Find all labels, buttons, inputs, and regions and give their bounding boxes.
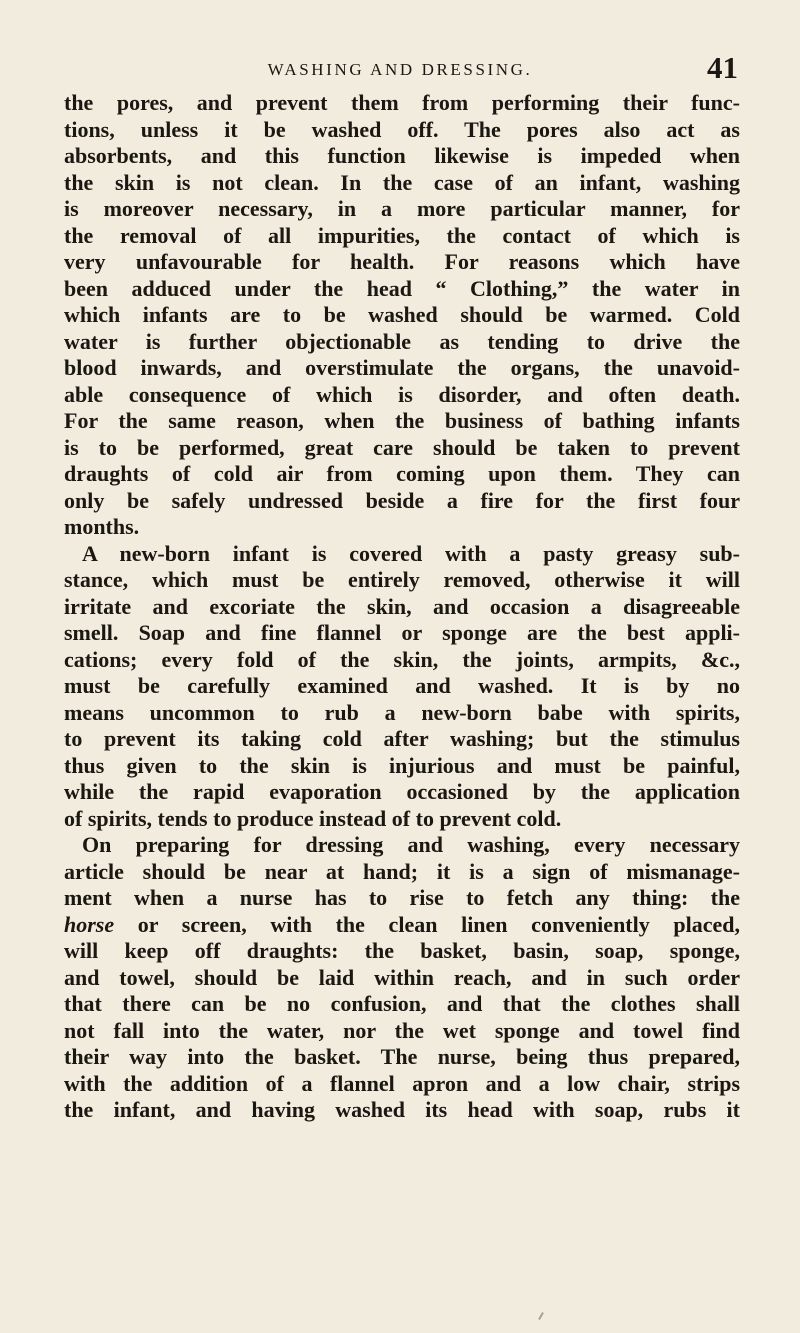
text-line: to prevent its taking cold after washing; but the stimulus — [64, 726, 740, 751]
text-line: draughts of cold air from coming upon them. They can — [64, 461, 740, 486]
text-line: thus given to the skin is injurious and must be painful, — [64, 752, 740, 778]
text-line: with the addition of a flannel apron and a low chair, strips — [64, 1070, 740, 1096]
text-line: the pores, and prevent them from performing their func- — [64, 90, 740, 115]
text-line: water is further objectionable as tending to drive the — [64, 328, 740, 354]
text-line: means uncommon to rub a new-born babe with spirits, — [64, 699, 740, 725]
text-line: the removal of all impurities, the contact of which is — [64, 222, 740, 248]
text-line: able consequence of which is disorder, and often death. — [64, 381, 740, 407]
text-line: only be safely undressed beside a fire for the first four — [64, 487, 740, 513]
text-line: For the same reason, when the business of bathing infants — [64, 408, 740, 433]
text-line: blood inwards, and overstimulate the organs, the unavoid- — [64, 355, 740, 380]
page-number: 41 — [707, 50, 738, 85]
text-line: smell. Soap and fine flannel or sponge are the best appli- — [64, 620, 740, 645]
paragraph-end-line: of spirits, tends to produce instead of to prevent cold. — [64, 805, 562, 831]
text-line: the infant, and having washed its head with soap, rubs it — [64, 1097, 740, 1122]
text-line: is to be performed, great care should be taken to prevent — [64, 434, 740, 460]
italic-line-rest: or screen, with the clean linen conveniently placed, — [114, 911, 740, 937]
text-line: and towel, should be laid within reach, and in such order — [64, 964, 740, 990]
italic-word: horse — [64, 911, 115, 937]
text-line: stance, which must be entirely removed, otherwise it will — [64, 567, 740, 592]
paragraph-start-line: On preparing for dressing and washing, every necessary — [82, 832, 740, 857]
paragraph-start-line: A new-born infant is covered with a pasty greasy sub- — [82, 540, 740, 566]
text-line: very unfavourable for health. For reasons which have — [64, 249, 740, 274]
text-line: that there can be no confusion, and that the clothes shall — [64, 991, 740, 1016]
paragraph-end-line: months. — [64, 514, 140, 539]
text-line: must be carefully examined and washed. It is by no — [64, 673, 740, 698]
text-line: while the rapid evaporation occasioned by the application — [64, 779, 740, 804]
text-line: absorbents, and this function likewise is impeded when — [64, 143, 740, 168]
text-line: article should be near at hand; it is a sign of mismanage- — [64, 858, 740, 884]
text-line: been adduced under the head “ Clothing,” the water in — [64, 275, 740, 301]
text-line-with-italic — [64, 912, 740, 939]
text-line: is moreover necessary, in a more particular manner, for — [64, 196, 740, 221]
text-line: not fall into the water, nor the wet sponge and towel find — [64, 1017, 740, 1043]
text-line: their way into the basket. The nurse, being thus prepared, — [64, 1044, 740, 1069]
text-line: irritate and excoriate the skin, and occasion a disagreeable — [64, 593, 740, 619]
text-line: ment when a nurse has to rise to fetch any thing: the — [64, 885, 740, 910]
text-line: cations; every fold of the skin, the joints, armpits, &c., — [64, 646, 740, 672]
body-text — [64, 90, 740, 1124]
text-line: the skin is not clean. In the case of an infant, washing — [64, 169, 740, 195]
ink-speck — [538, 1312, 544, 1320]
text-line: which infants are to be washed should be warmed. Cold — [64, 302, 740, 327]
running-head-title: WASHING AND DRESSING. — [267, 60, 533, 79]
text-line: will keep off draughts: the basket, basin, soap, sponge, — [64, 938, 740, 963]
text-line: tions, unless it be washed off. The pores also act as — [64, 116, 740, 142]
